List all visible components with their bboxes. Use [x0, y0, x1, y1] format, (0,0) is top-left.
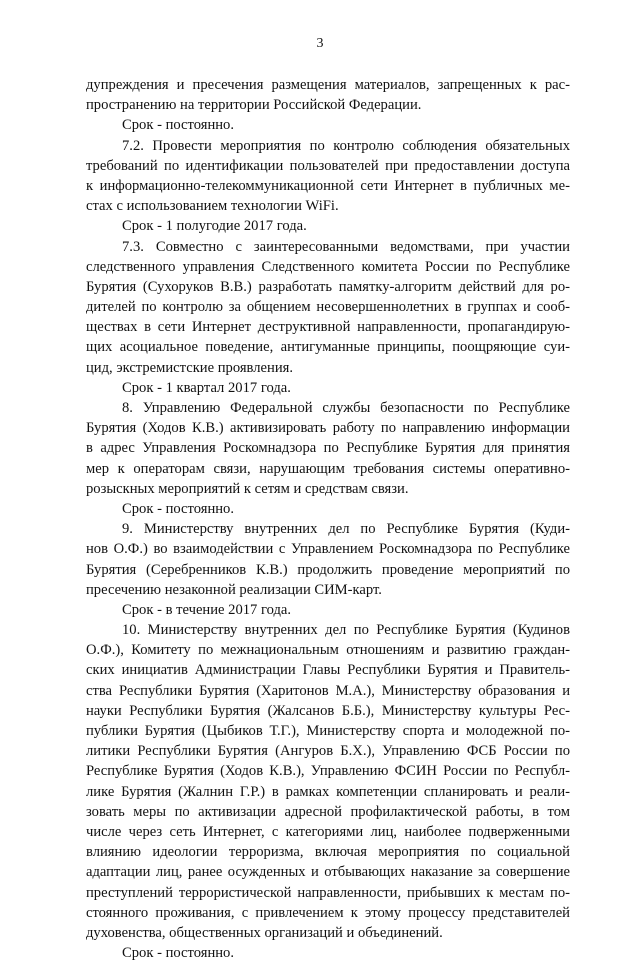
text-line: мер к операторам связи, нарушающим требования системы оперативно-: [86, 460, 570, 477]
text-line: Срок - постоянно.: [122, 500, 235, 517]
text-line: дителей по контролю за общением несовершеннолетних в группах и сооб-: [86, 299, 570, 316]
text-line: Срок - в течение 2017 года.: [122, 601, 292, 618]
text-line: зовать меры по активизации адресной профилактической работы, в том: [86, 803, 570, 820]
text-line: 7.2. Провести мероприятия по контролю соблюдения обязательных: [122, 137, 570, 154]
text-line: дупреждения и пресечения размещения материалов, запрещенных к рас-: [86, 77, 570, 93]
text-line: преступлений террористической направленности, прибывших к местам по-: [86, 884, 570, 901]
text-line: 8. Управлению Федеральной службы безопасности по Республике: [122, 400, 570, 416]
text-line: Срок - постоянно.: [122, 117, 235, 134]
text-line: ществах в сети Интернет деструктивной направленности, пропагандирую-: [86, 319, 570, 336]
text-line: О.Ф.), Комитету по межнациональным отношениям и развитию граждан-: [86, 642, 570, 659]
text-line: Бурятия (Сухоруков В.В.) разработать памятку-алгоритм действий для ро-: [86, 278, 570, 295]
text-line: 10. Министерству внутренних дел по Республике Бурятия (Кудинов: [122, 622, 570, 639]
text-line: ских инициатив Администрации Главы Республики Бурятия и Правитель-: [86, 662, 570, 679]
text-line: 7.3. Совместно с заинтересованными ведомствами, при участии: [122, 238, 570, 255]
text-line: числе через сеть Интернет, с категориями лиц, наиболее подверженными: [86, 823, 570, 840]
text-line: публики Бурятия (Цыбиков Т.Г.), Министерству спорта и молодежной по-: [86, 723, 570, 739]
text-line: 9. Министерству внутренних дел по Республике Бурятия (Куди-: [122, 521, 570, 538]
text-line: стоянного проживания, с привлечением к этому процессу представителей: [86, 904, 570, 921]
text-line: духовенства, общественных организаций и объединений.: [86, 924, 443, 941]
page-number: 3: [316, 36, 324, 51]
text-line: стах с использованием технологии WiFi.: [86, 198, 339, 215]
text-line: к информационно-телекоммуникационной сети Интернет в публичных ме-: [86, 177, 570, 194]
text-line: щих асоциальное поведение, антигуманные принципы, поощряющие суи-: [86, 339, 570, 356]
text-line: влиянию идеологии терроризма, включая мероприятия по социальной: [86, 844, 570, 861]
text-line: розыскных мероприятий к сетям и средствам связи.: [86, 480, 409, 497]
text-line: Бурятия (Серебренников К.В.) продолжить проведение мероприятий по: [86, 561, 570, 578]
text-line: адаптации лиц, ранее осужденных и отбывающих наказание за совершение: [86, 864, 570, 881]
text-line: Срок - 1 квартал 2017 года.: [122, 379, 291, 396]
text-line: Срок - 1 полугодие 2017 года.: [122, 218, 307, 235]
document-body: [86, 75, 570, 963]
text-line: Республике Бурятия (Ходов К.В.), Управлению ФСИН России по Республ-: [86, 763, 570, 780]
text-line: нов О.Ф.) во взаимодействии с Управлением Роскомнадзора по Республике: [86, 541, 570, 558]
text-line: цид, экстремистские проявления.: [86, 359, 293, 376]
text-line: требований по идентификации пользователей при предоставлении доступа: [86, 157, 570, 174]
text-line: пресечению незаконной реализации СИМ-карт.: [86, 581, 382, 598]
text-line: пространению на территории Российской Федерации.: [86, 97, 422, 114]
text-line: литики Республики Бурятия (Ангуров Б.Х.), Управлению ФСБ России по: [86, 743, 570, 760]
text-line: ства Республики Бурятия (Харитонов М.А.), Министерству образования и: [86, 682, 570, 699]
text-line: лике Бурятия (Жалнин Г.Р.) в рамках компетенции спланировать и реали-: [86, 783, 570, 800]
text-line: следственного управления Следственного комитета России по Республике: [86, 258, 570, 275]
text-line: в адрес Управления Роскомнадзора по Республике Бурятия для принятия: [86, 440, 570, 457]
text-line: науки Республики Бурятия (Жалсанов Б.Б.), Министерству культуры Рес-: [86, 702, 570, 719]
text-line: Срок - постоянно.: [122, 945, 235, 962]
text-line: Бурятия (Ходов К.В.) активизировать работу по направлению информации: [86, 420, 570, 437]
